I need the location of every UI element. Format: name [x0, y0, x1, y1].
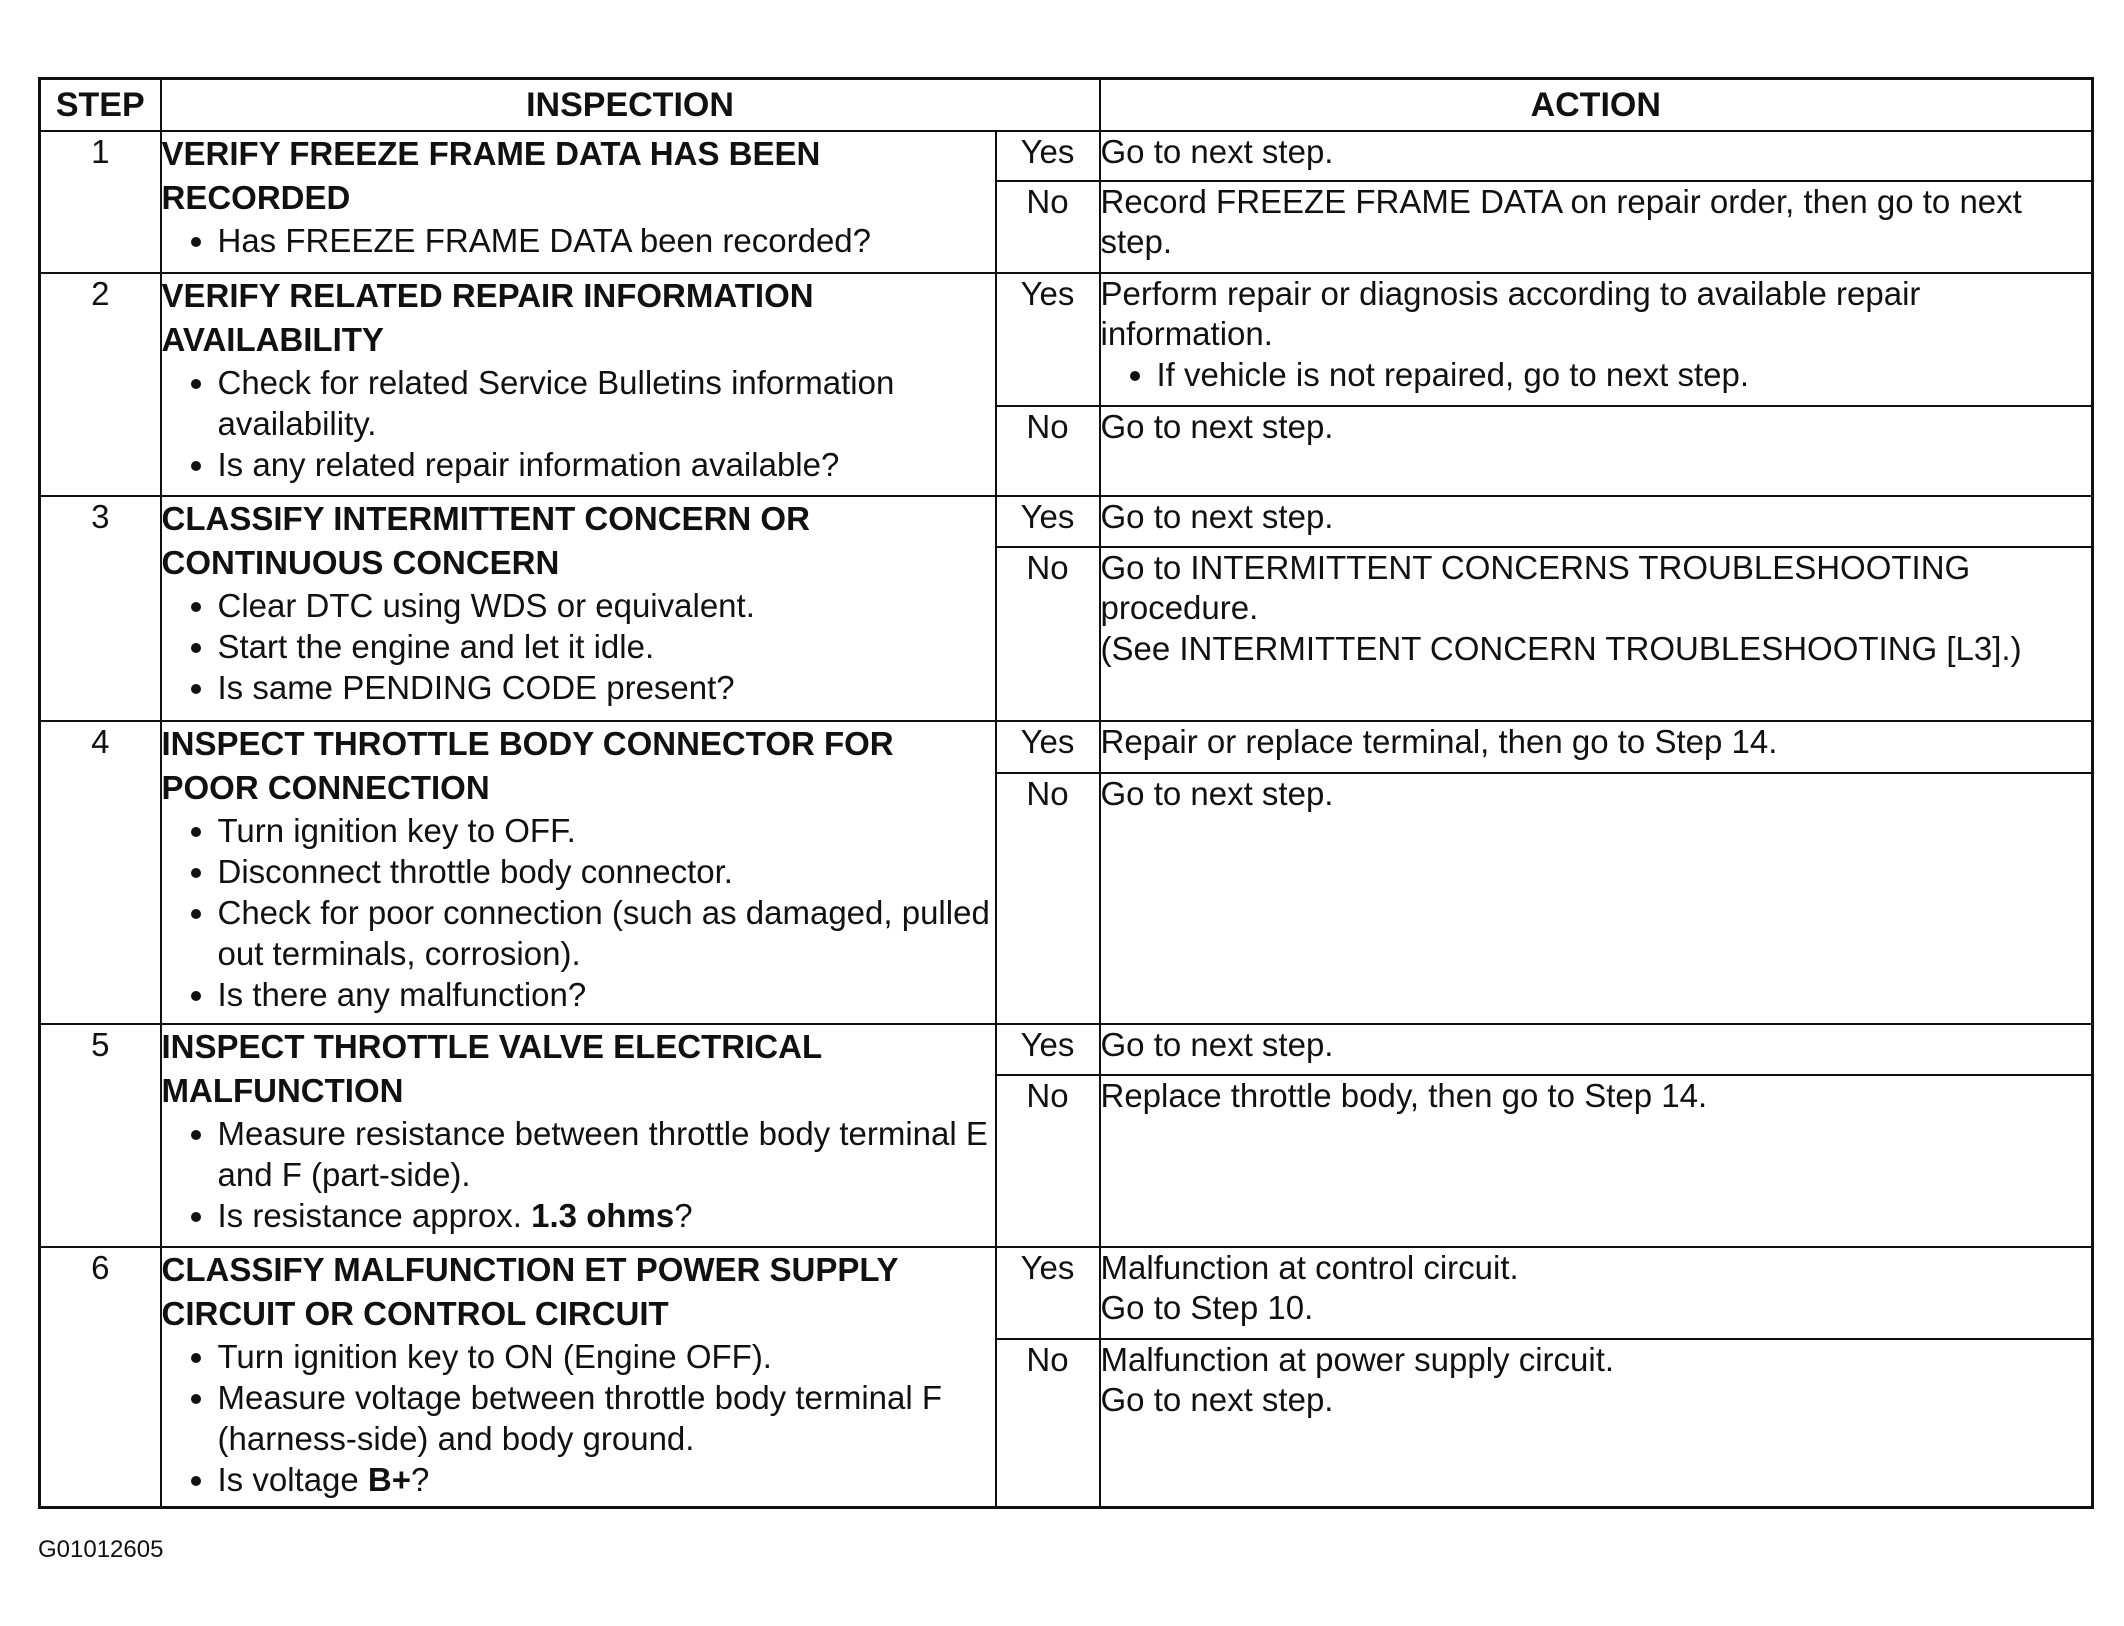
yes-label: Yes — [996, 1024, 1100, 1075]
inspection-bullet: • Check for poor connection (such as damaged, pulled out terminals, corrosion). — [218, 893, 995, 975]
yes-action — [1100, 1247, 2093, 1339]
diagnostic-table — [38, 77, 2094, 1509]
inspection-title: INSPECT THROTTLE VALVE ELECTRICAL MALFUNCTION — [161, 1028, 822, 1109]
action-line: Go to next step. — [1100, 408, 1334, 445]
inspection-cell — [161, 1247, 996, 1507]
inspection-bullet: • Measure voltage between throttle body terminal F (harness-side) and body ground. — [218, 1378, 995, 1460]
action-line: Malfunction at power supply circuit. — [1100, 1341, 1615, 1378]
yes-label: Yes — [996, 273, 1100, 406]
inspection-bullets — [162, 586, 995, 709]
yes-label: Yes — [996, 721, 1100, 773]
inspection-bullet: • Measure resistance between throttle body terminal E and F (part-side). — [218, 1114, 995, 1196]
action-line: Go to Step 10. — [1100, 1289, 1314, 1327]
inspection-bullets — [162, 221, 995, 262]
bullet-text: ? — [411, 1460, 430, 1498]
step-row-2-yes — [40, 273, 2093, 406]
inspection-title: INSPECT THROTTLE BODY CONNECTOR FOR POOR CONNECTION — [161, 725, 894, 806]
action-line: Go to next step. — [1100, 775, 1334, 812]
yes-action — [1100, 496, 2093, 547]
action-bullets — [1101, 355, 2092, 396]
figure-code: G01012605 — [38, 1536, 164, 1563]
no-label: No — [996, 181, 1100, 273]
bullet-text: Is resistance approx. — [217, 1196, 532, 1234]
yes-label: Yes — [996, 1247, 1100, 1339]
inspection-bullets — [162, 1337, 995, 1501]
step-row-1-yes — [40, 131, 2093, 181]
yes-label: Yes — [996, 131, 1100, 181]
inspection-title: CLASSIFY INTERMITTENT CONCERN OR CONTINUOUS CONCERN — [161, 500, 810, 581]
action-line: Replace throttle body, then go to Step 14. — [1100, 1077, 1708, 1114]
step-number: 3 — [40, 496, 161, 721]
inspection-bullet: • Has FREEZE FRAME DATA been recorded? — [218, 221, 995, 262]
no-action — [1100, 547, 2093, 721]
no-action — [1100, 1339, 2093, 1507]
header-action: ACTION — [1100, 79, 2093, 132]
resistance-value: 1.3 ohms — [531, 1196, 675, 1234]
yes-action — [1100, 273, 2093, 406]
inspection-bullet: • Is any related repair information available? — [218, 445, 995, 486]
no-label: No — [996, 406, 1100, 496]
inspection-bullet: • Turn ignition key to OFF. — [218, 811, 995, 852]
step-number: 4 — [40, 721, 161, 1024]
no-label: No — [996, 1075, 1100, 1247]
step-row-6-yes — [40, 1247, 2093, 1339]
inspection-cell — [161, 496, 996, 721]
yes-label: Yes — [996, 496, 1100, 547]
inspection-bullet: • Turn ignition key to ON (Engine OFF). — [218, 1337, 995, 1378]
step-row-5-yes — [40, 1024, 2093, 1075]
step-number: 1 — [40, 131, 161, 273]
step-number: 2 — [40, 273, 161, 496]
no-label: No — [996, 547, 1100, 721]
step-number: 5 — [40, 1024, 161, 1247]
inspection-title: CLASSIFY MALFUNCTION ET POWER SUPPLY CIRCUIT OR CONTROL CIRCUIT — [161, 1251, 898, 1332]
yes-action — [1100, 1024, 2093, 1075]
inspection-bullet: • Is same PENDING CODE present? — [218, 668, 995, 709]
inspection-cell — [161, 273, 996, 496]
no-label: No — [996, 773, 1100, 1024]
header-inspection: INSPECTION — [161, 79, 1100, 132]
inspection-bullets — [162, 811, 995, 1016]
inspection-bullet: • Check for related Service Bulletins information availability. — [218, 363, 995, 445]
inspection-cell — [161, 721, 996, 1024]
no-action — [1100, 406, 2093, 496]
step-row-4-yes — [40, 721, 2093, 773]
inspection-title: VERIFY FREEZE FRAME DATA HAS BEEN RECORDED — [161, 135, 821, 216]
inspection-bullet — [218, 1196, 995, 1237]
action-line: Go to next step. — [1100, 1026, 1334, 1063]
bullet-text: ? — [674, 1196, 693, 1234]
step-row-3-yes — [40, 496, 2093, 547]
action-line: Repair or replace terminal, then go to Step 14. — [1100, 723, 1778, 760]
no-action — [1100, 181, 2093, 273]
yes-action — [1100, 721, 2093, 773]
action-bullet: • If vehicle is not repaired, go to next step. — [1157, 355, 2092, 396]
header-step: STEP — [40, 79, 161, 132]
action-line: Go to next step. — [1100, 498, 1334, 535]
inspection-bullets — [162, 363, 995, 486]
inspection-bullets — [162, 1114, 995, 1237]
action-line: Perform repair or diagnosis according to available repair information. — [1100, 275, 1921, 353]
no-action — [1100, 1075, 2093, 1247]
inspection-title: VERIFY RELATED REPAIR INFORMATION AVAILABILITY — [161, 277, 814, 358]
inspection-cell — [161, 131, 996, 273]
action-line: Go to INTERMITTENT CONCERNS TROUBLESHOOTING procedure. — [1100, 549, 1971, 627]
inspection-bullet — [218, 1460, 995, 1501]
bullet-text: Is voltage — [217, 1460, 368, 1498]
action-line: Go to next step. — [1100, 133, 1334, 170]
inspection-bullet: • Is there any malfunction? — [218, 975, 995, 1016]
action-line: (See INTERMITTENT CONCERN TROUBLESHOOTING [L3].) — [1100, 629, 2022, 667]
inspection-bullet: • Start the engine and let it idle. — [218, 627, 995, 668]
step-number: 6 — [40, 1247, 161, 1507]
yes-action — [1100, 131, 2093, 181]
no-action — [1100, 773, 2093, 1024]
action-line: Malfunction at control circuit. — [1100, 1249, 1519, 1286]
inspection-bullet: • Disconnect throttle body connector. — [218, 852, 995, 893]
header-row — [40, 79, 2093, 132]
inspection-cell — [161, 1024, 996, 1247]
inspection-bullet: • Clear DTC using WDS or equivalent. — [218, 586, 995, 627]
action-line: Record FREEZE FRAME DATA on repair order, then go to next step. — [1100, 183, 2022, 261]
action-line: Go to next step. — [1100, 1381, 1334, 1419]
voltage-value: B+ — [367, 1460, 412, 1498]
no-label: No — [996, 1339, 1100, 1507]
